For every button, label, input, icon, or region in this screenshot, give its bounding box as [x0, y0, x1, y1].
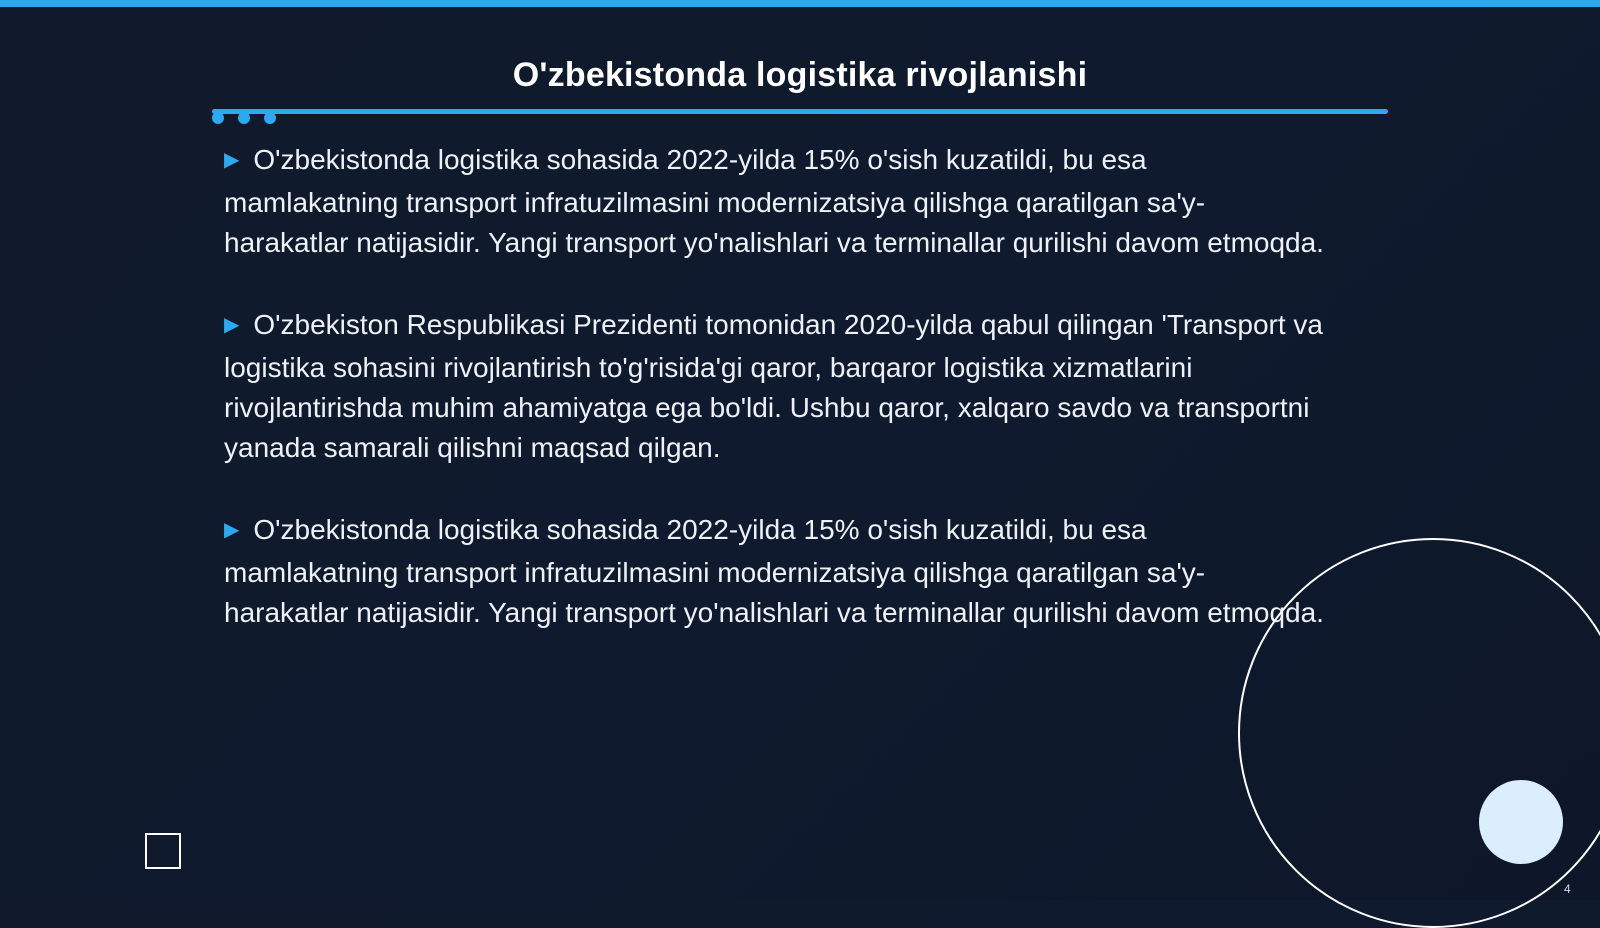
decor-circle-outline	[1238, 538, 1600, 928]
page-number: 4	[1564, 882, 1571, 896]
paragraph-text: O'zbekiston Respublikasi Prezidenti tomonidan 2020-yilda qabul qilingan 'Transport va logistika sohasini rivojlantirish to'g'risida'gi qaror, barqaror logistika xizmatlarini rivojlantirishda muhim ahamiyatga ega bo'ldi. Ushbu qaror, xalqaro savdo va transportni yanada samarali qilishni maqsad qilgan.	[224, 309, 1323, 463]
decor-dot	[238, 112, 250, 124]
bullet-arrow-icon: ▶	[224, 519, 240, 541]
slide-title: O'zbekistonda logistika rivojlanishi	[512, 56, 1088, 94]
paragraph-text: O'zbekistonda logistika sohasida 2022-yilda 15% o'sish kuzatildi, bu esa mamlakatning transport infratuzilmasini modernizatsiya qilishga qaratilgan sa'y-harakatlar natijasidir. Yangi transport yo'nalishlari va terminallar qurilishi davom etmoqda.	[224, 144, 1324, 258]
top-accent-bar	[0, 0, 1600, 7]
bullet-paragraph-2	[224, 305, 1324, 468]
paragraph-text: O'zbekistonda logistika sohasida 2022-yilda 15% o'sish kuzatildi, bu esa mamlakatning transport infratuzilmasini modernizatsiya qilishga qaratilgan sa'y-harakatlar natijasidir. Yangi transport yo'nalishlari va terminallar qurilishi davom etmoqda.	[224, 514, 1324, 628]
bullet-arrow-icon: ▶	[224, 314, 240, 336]
bullet-paragraph-3	[224, 510, 1324, 633]
decor-filled-circle	[1479, 780, 1563, 864]
title-underline	[212, 109, 1388, 114]
bullet-arrow-icon: ▶	[224, 149, 240, 171]
slide-body	[224, 140, 1324, 675]
decor-dot	[264, 112, 276, 124]
decor-dot	[212, 112, 224, 124]
bullet-paragraph-1	[224, 140, 1324, 263]
decor-square-outline	[145, 833, 181, 869]
